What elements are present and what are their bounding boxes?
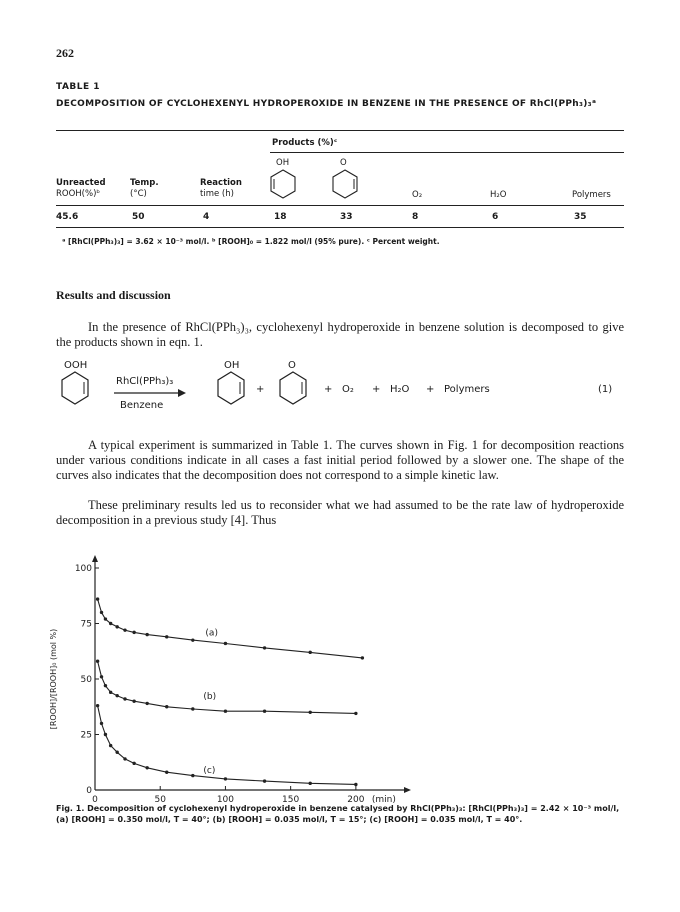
table-bottom-rule [56,227,624,228]
table-top-rule [56,130,624,131]
y-axis-label: [ROOH]/[ROOH]₀ (mol %) [49,628,58,730]
eq-plus-3: + [372,384,381,395]
paragraph-1: In the presence of RhCl(PPh₃)₃, cyclohexenyl hydroperoxide in benzene solution is decomposed to give the products shown in eqn. 1. [56,320,624,349]
series-2-point-7 [145,766,148,769]
series-0-point-8 [165,635,168,638]
col-unreacted-2: ROOH(%)ᵇ [56,189,101,199]
series-0-point-6 [132,631,135,634]
series-0-point-7 [145,633,148,636]
cell-polymers: 35 [574,212,587,222]
products-header: Products (%)ᶜ [272,138,338,148]
eq-solvent: Benzene [120,400,164,411]
series-label-0: (a) [205,628,218,639]
decomposition-chart [40,550,440,804]
col-h2o: H₂O [490,190,507,200]
eq-plus-4: + [426,384,435,395]
section-heading: Results and discussion [56,288,171,302]
series-2-point-13 [354,783,357,786]
cyclohexenone-structure-icon [330,166,360,202]
col-unreacted-1: Unreacted [56,178,106,188]
series-label-2: (c) [203,765,216,776]
table-caption: DECOMPOSITION OF CYCLOHEXENYL HYDROPEROXIDE IN BENZENE IN THE PRESENCE OF RhCl(PPh₃)₃ᵃ [56,99,597,109]
figure-caption: Fig. 1. Decomposition of cyclohexenyl hydroperoxide in benzene catalysed by RhCl(PPh₃)₃: [RhCl(PPh₃)₃] = 2.42 × 10⁻³ mol/l, (a) [ROOH] = 0.350 mol/l, T = 40°; (b) [ROOH] = 0.035 mol/l, T = 15°; (c) [ROOH] = 0.035 mol/l, T = 40°. [56,804,620,824]
cell-unreacted: 45.6 [56,212,79,222]
series-1-point-3 [109,691,112,694]
series-2-point-11 [263,779,266,782]
y-tick-label-2: 50 [80,675,92,685]
page-number: 262 [56,46,74,60]
series-0 [96,597,364,659]
series-0-point-3 [109,622,112,625]
eq-polymers: Polymers [444,384,490,395]
table-label: TABLE 1 [56,82,101,92]
y-tick-label-0: 0 [86,786,92,796]
x-axis-label: (min) [371,795,396,804]
series-0-point-2 [104,617,107,620]
series-2 [96,704,358,786]
series-line-2 [98,706,356,785]
series-0-point-13 [361,656,364,659]
eq-cyclohexenol-icon [214,368,248,408]
reaction-arrow-icon [112,388,192,398]
y-tick-label-1: 25 [80,730,92,741]
eq-reactant-group: OOH [64,360,88,371]
chart-series-layer [96,597,364,786]
cyclohexenyl-hydroperoxide-structure-icon [58,368,92,408]
eq-o2: O₂ [342,384,354,395]
series-0-point-11 [263,646,266,649]
cell-ketone: 33 [340,212,353,222]
eq-cyclohexenone-icon [276,368,310,408]
series-2-point-9 [191,774,194,777]
series-2-point-0 [96,704,99,707]
y-tick-label-3: 75 [80,619,92,630]
series-1-point-4 [115,694,118,697]
table-header-rule [56,205,624,206]
col-polymers: Polymers [572,190,611,200]
table-footnote: ᵃ [RhCl(PPh₃)₃] = 3.62 × 10⁻³ mol/l. ᵇ [ROOH]₀ = 1.822 mol/l (95% pure). ᶜ Percent weight. [62,237,440,246]
col-ketone-group: O [340,158,347,168]
series-2-point-1 [100,722,103,725]
col-time-1: Reaction [200,178,242,188]
cell-time: 4 [203,212,210,222]
eq-number: (1) [598,384,613,395]
paragraph-3: These preliminary results led us to reconsider what we had assumed to be the rate law of hydroperoxide decomposition in a previous study [4]. Thus [56,498,624,527]
series-1-point-9 [191,707,194,710]
series-1-point-5 [123,697,126,700]
series-1-point-13 [354,712,357,715]
x-tick-label-0: 0 [92,795,98,804]
cell-alcohol: 18 [274,212,287,222]
series-1-point-1 [100,675,103,678]
series-2-point-4 [115,751,118,754]
series-1-point-0 [96,660,99,663]
series-1-point-6 [132,700,135,703]
series-0-point-1 [100,611,103,614]
series-1-point-7 [145,702,148,705]
col-time-2: time (h) [200,189,234,199]
chart-axes [49,555,411,804]
series-1-point-11 [263,709,266,712]
series-line-1 [98,661,356,713]
cell-h2o: 6 [492,212,499,222]
series-line-0 [98,599,363,658]
series-1-point-8 [165,705,168,708]
x-tick-label-1: 50 [154,795,166,804]
col-temp-1: Temp. [130,178,159,188]
series-0-point-10 [224,642,227,645]
x-tick-label-2: 100 [216,795,235,804]
series-0-point-4 [115,625,118,628]
series-2-point-3 [109,744,112,747]
series-1 [96,660,358,716]
eq-alcohol-group: OH [224,360,240,371]
x-tick-label-3: 150 [282,795,300,804]
series-0-point-0 [96,597,99,600]
eq-plus-1: + [256,384,265,395]
series-2-point-6 [132,762,135,765]
series-2-point-5 [123,757,126,760]
x-axis-arrow [404,787,411,793]
cell-o2: 8 [412,212,419,222]
series-1-point-12 [309,711,312,714]
y-tick-label-4: 100 [74,564,92,574]
cyclohexenol-structure-icon [268,166,298,202]
series-2-point-8 [165,771,168,774]
y-axis-arrow [92,555,98,562]
x-tick-label-4: 200 [347,795,365,804]
series-1-point-2 [104,684,107,687]
cell-temp: 50 [132,212,145,222]
eq-catalyst: RhCl(PPh₃)₃ [116,376,174,387]
series-2-point-2 [104,733,107,736]
paragraph-2: A typical experiment is summarized in Table 1. The curves shown in Fig. 1 for decomposition reactions under various conditions indicate in all cases a fast initial period followed by a slower one. The shape of the curves also indicates that the decomposition does not correspond to a simple kinetic law. [56,438,624,482]
products-rule [270,152,624,153]
col-o2: O₂ [412,190,423,200]
col-temp-2: (°C) [130,189,147,199]
eq-plus-2: + [324,384,333,395]
eq-ketone-group: O [288,360,296,371]
col-alcohol-group: OH [276,158,290,168]
series-0-point-9 [191,638,194,641]
eq-h2o: H₂O [390,384,410,395]
series-0-point-12 [309,651,312,654]
series-label-1: (b) [203,692,217,703]
series-1-point-10 [224,709,227,712]
series-2-point-12 [309,782,312,785]
series-0-point-5 [123,628,126,631]
series-2-point-10 [224,777,227,780]
